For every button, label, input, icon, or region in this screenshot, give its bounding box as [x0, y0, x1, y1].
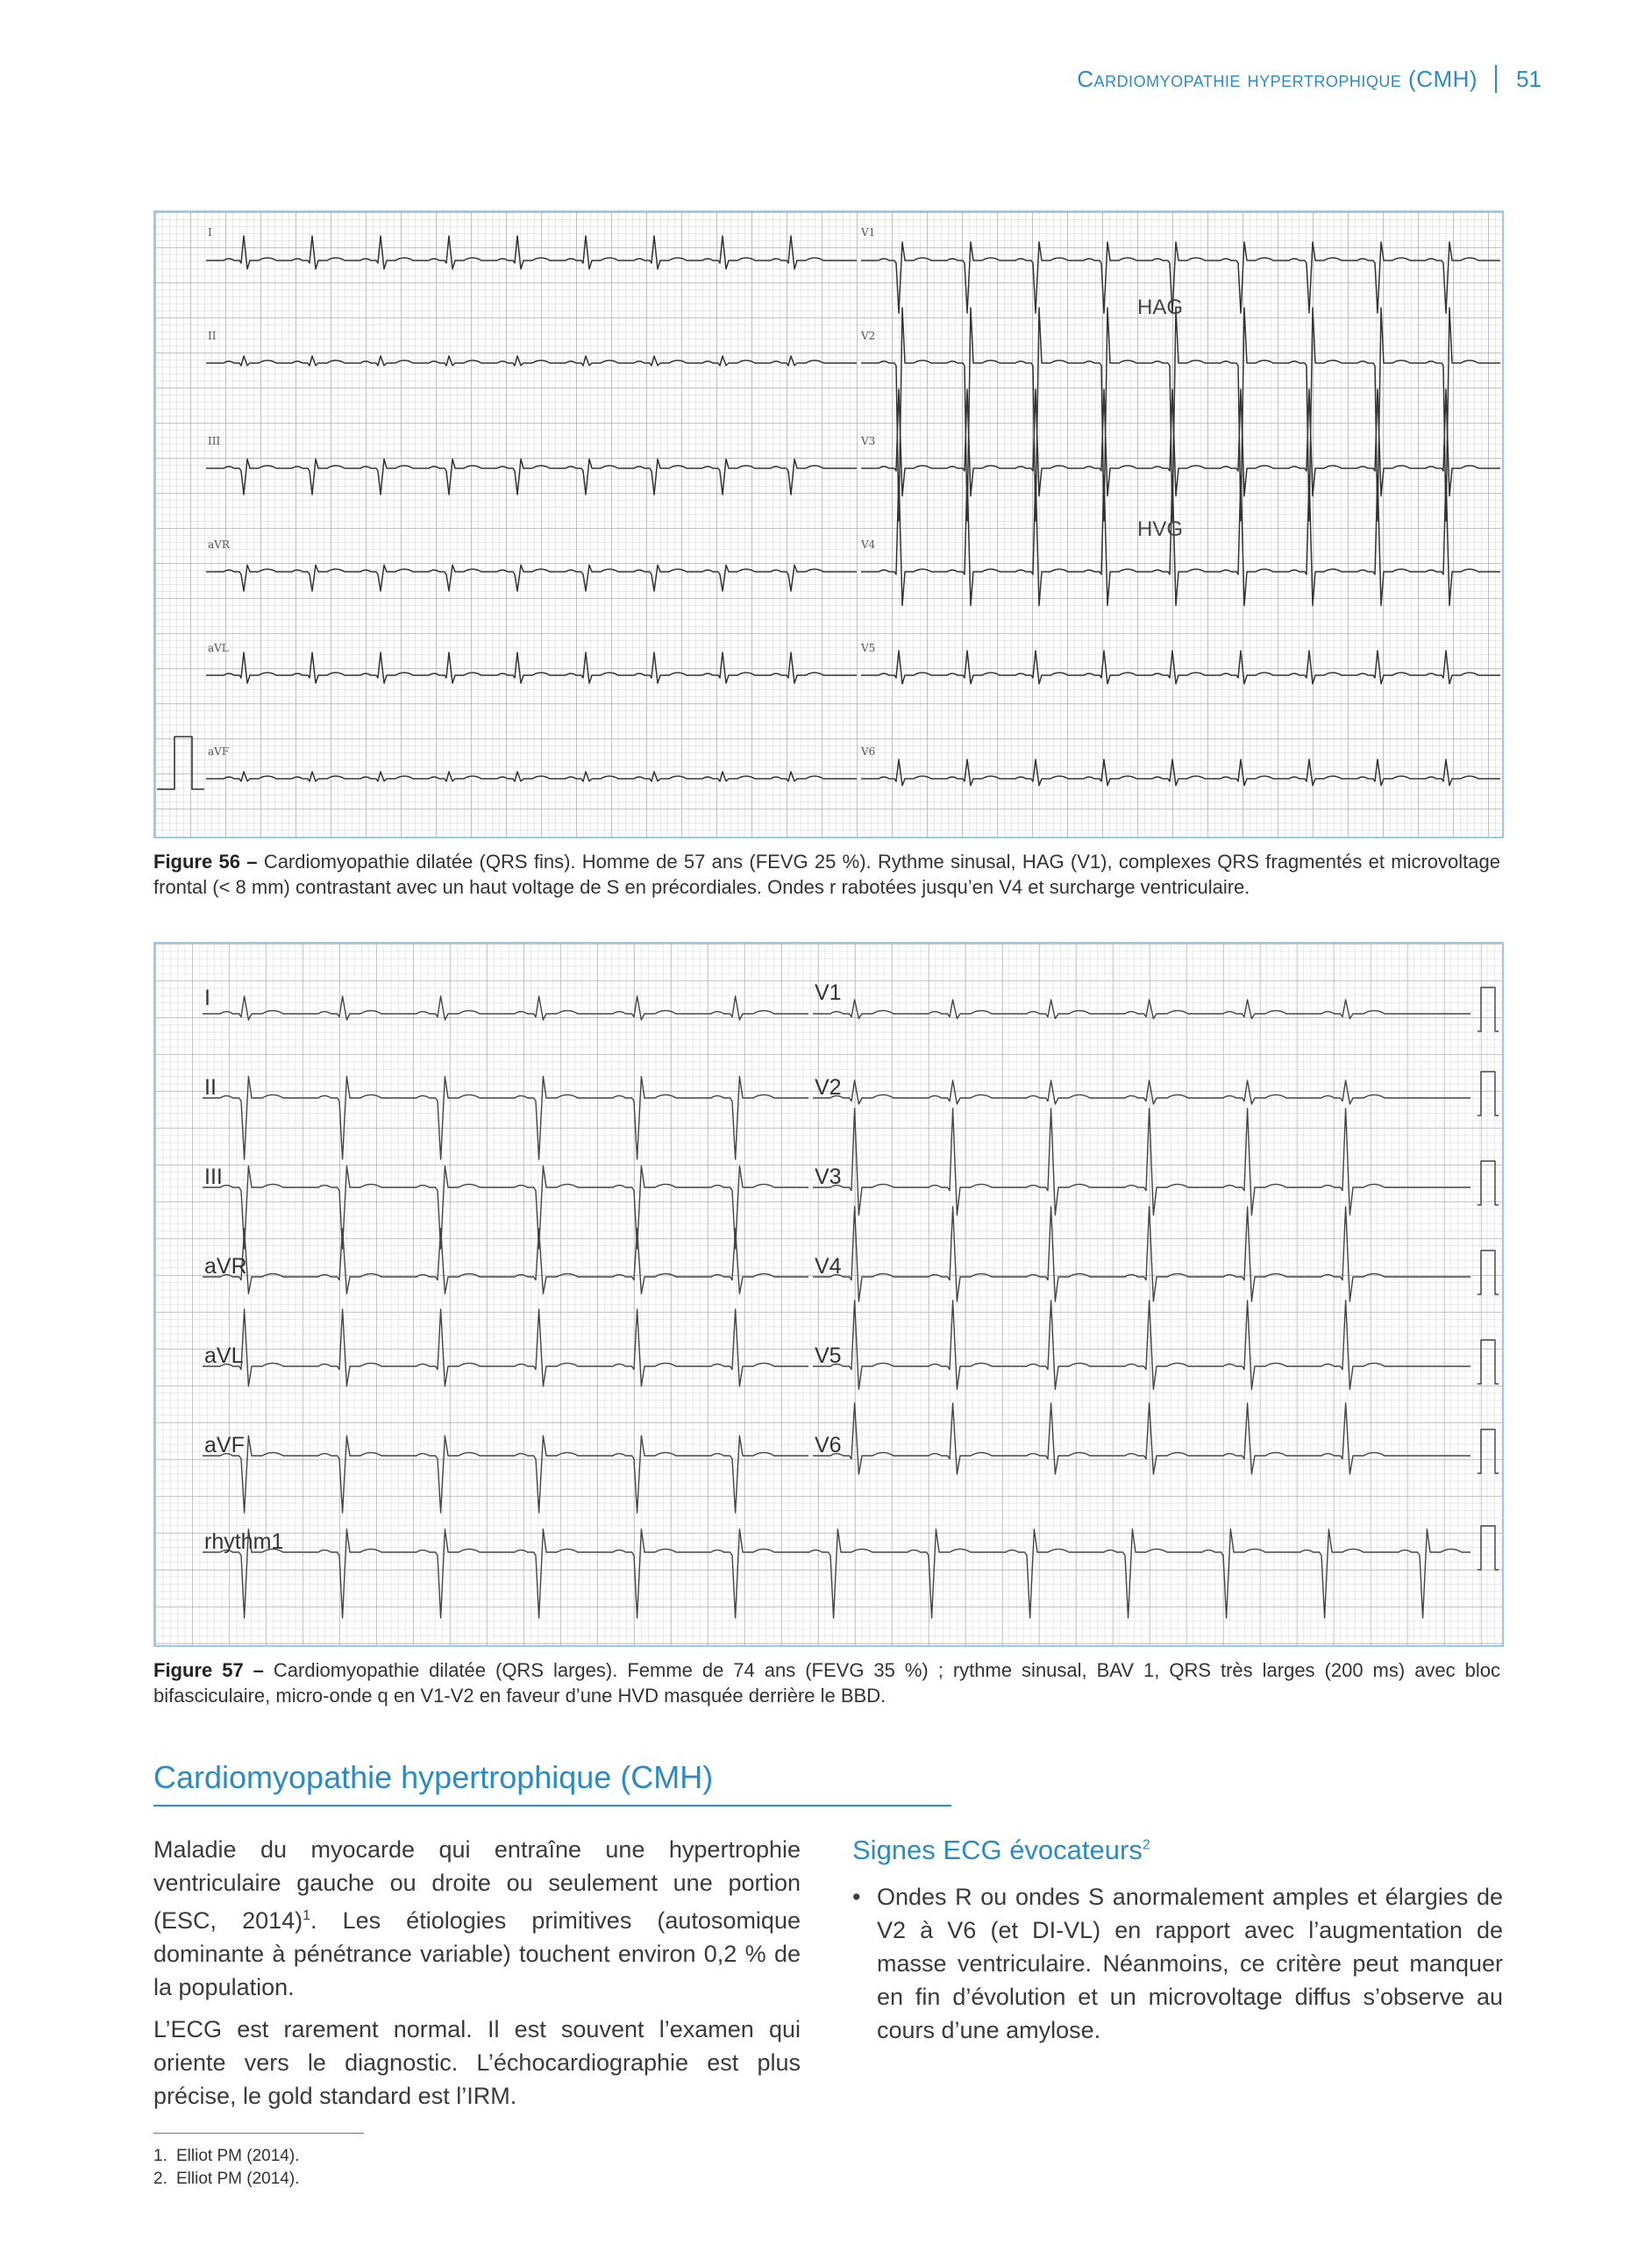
- lead-label-II: II: [204, 1075, 217, 1100]
- lead-label-aVF: aVF: [204, 1433, 245, 1457]
- bullet-text: Ondes R ou ondes S anormalement amples et élargies de V2 à V6 (et DI-VL) en rapport avec l’augmentation de masse ventriculaire. Néanmoins, ce critère peut manquer en fin d’évolution et un microvoltage diffus s’observe au cours d’une amylose.: [877, 1884, 1503, 2043]
- bullet-marker: •: [852, 1884, 861, 1910]
- lead-label-I: I: [204, 986, 210, 1010]
- footnote-text: Elliot PM (2014).: [176, 2170, 300, 2188]
- calibration-pulse: [1478, 1072, 1499, 1115]
- page-number: 51: [1516, 65, 1542, 92]
- lead-label-II: II: [208, 330, 217, 342]
- lead-label-I: I: [208, 226, 212, 239]
- ecg-trace-limb: [206, 460, 857, 495]
- lead-label-aVL: aVL: [204, 1343, 244, 1368]
- paragraph-1: [153, 1833, 801, 2004]
- ecg-trace-precordial: [813, 1080, 1470, 1104]
- ecg-trace-precordial: [813, 1207, 1470, 1301]
- figure-56-caption: [153, 849, 1500, 900]
- paragraph-1-text: Maladie du myocarde qui entraîne une hypertrophie ventriculaire gauche ou droite ou seulement une portion (ESC, 2014): [153, 1836, 801, 1934]
- paragraph-1-end: . Les étiologies primitives (autosomique dominante à pénétrance variable) touchent environ 0,2 % de la population.: [153, 1907, 801, 2000]
- lead-label-aVR: aVR: [204, 1254, 247, 1279]
- section-title: Cardiomyopathie hypertrophique (CMH): [153, 1759, 714, 1795]
- lead-label-III: III: [204, 1165, 223, 1189]
- footnote-2: [153, 2168, 299, 2191]
- bullet-item: [852, 1880, 1503, 2047]
- ecg-trace-limb: [206, 356, 857, 366]
- running-title: Cardiomyopathie hypertrophique (CMH): [1077, 65, 1478, 92]
- calibration-pulse: [1478, 1526, 1499, 1570]
- figure-57-ecg: [153, 942, 1504, 1647]
- ecg-trace-limb: [203, 1229, 808, 1294]
- subsection-title-text: Signes ECG évocateurs: [852, 1835, 1143, 1865]
- ecg-trace-limb: [206, 652, 857, 683]
- ecg-trace-limb: [203, 1077, 808, 1160]
- annotation-hvg: HVG: [1137, 517, 1184, 541]
- ecg-trace-precordial: [861, 651, 1500, 684]
- ecg-trace-precordial: [813, 1301, 1470, 1389]
- footnote-1: [153, 2145, 299, 2168]
- footnote-text: Elliot PM (2014).: [176, 2147, 300, 2165]
- calibration-pulse: [157, 737, 204, 789]
- footnote-ref-2: 2: [1142, 1837, 1150, 1853]
- lead-label-V5: V5: [815, 1343, 842, 1368]
- lead-label-V2: V2: [861, 330, 876, 342]
- ecg-trace-rhythm: [203, 1529, 1470, 1618]
- lead-label-V4: V4: [861, 538, 876, 551]
- right-column: [852, 1880, 1503, 2047]
- left-column: [153, 1833, 801, 2121]
- lead-label-III: III: [208, 435, 221, 447]
- lead-label-V5: V5: [861, 642, 876, 654]
- footnote-number: 1.: [153, 2147, 167, 2165]
- section-title-rule: [153, 1805, 951, 1807]
- footnote-rule: [153, 2133, 364, 2134]
- calibration-pulse: [1478, 987, 1499, 1031]
- calibration-pulse: [1478, 1251, 1499, 1294]
- lead-label-V3: V3: [861, 435, 876, 447]
- lead-label-V6: V6: [815, 1433, 842, 1457]
- figure-56-ecg: [153, 210, 1504, 838]
- ecg-trace-limb: [203, 1436, 808, 1513]
- calibration-pulse: [1478, 1161, 1499, 1205]
- ecg-trace-limb: [203, 1166, 808, 1250]
- lead-label-aVR: aVR: [208, 538, 230, 551]
- figure-57-caption-text: Cardiomyopathie dilatée (QRS larges). Femme de 74 ans (FEVG 35 %) ; rythme sinusal, BAV 1, QRS très larges (200 ms) avec bloc bifasciculaire, micro-onde q en V1-V2 en faveur d’une HVD masquée derrière le BBD.: [153, 1659, 1501, 1707]
- ecg-trace-precordial: [813, 1000, 1470, 1019]
- lead-label-V2: V2: [815, 1075, 842, 1100]
- calibration-pulse: [1478, 1429, 1499, 1473]
- ecg-trace-limb: [206, 772, 857, 781]
- ecg-trace-precordial: [813, 1108, 1470, 1215]
- ecg-traces-56: [155, 212, 1502, 837]
- ecg-trace-limb: [203, 996, 808, 1020]
- calibration-pulse: [1478, 1340, 1499, 1384]
- footnote-number: 2.: [153, 2170, 167, 2188]
- ecg-trace-precordial: [861, 389, 1500, 496]
- figure-56-label: Figure 56 –: [153, 851, 258, 873]
- ecg-trace-limb: [203, 1309, 808, 1386]
- running-header: [1077, 61, 1542, 96]
- figure-57-label: Figure 57 –: [153, 1659, 264, 1681]
- subsection-title: [852, 1835, 1150, 1866]
- footnotes: [153, 2145, 299, 2191]
- header-separator: [1495, 65, 1497, 93]
- ecg-trace-precordial: [861, 308, 1500, 521]
- footnote-ref-1: 1: [303, 1908, 311, 1923]
- lead-label-rhythm1: rhythm1: [204, 1529, 284, 1554]
- lead-label-V4: V4: [815, 1254, 842, 1279]
- ecg-trace-limb: [206, 236, 857, 269]
- paragraph-2: L’ECG est rarement normal. Il est souvent l’examen qui oriente vers le diagnostic. L’échocardiographie est plus précise, le gold standard est l’IRM.: [153, 2016, 801, 2109]
- lead-label-V3: V3: [815, 1165, 842, 1189]
- lead-label-V1: V1: [815, 980, 842, 1005]
- lead-label-aVL: aVL: [208, 642, 229, 654]
- figure-57-caption: [153, 1657, 1500, 1708]
- figure-56-caption-text: Cardiomyopathie dilatée (QRS fins). Homme de 57 ans (FEVG 25 %). Rythme sinusal, HAG (V1), complexes QRS fragmentés et microvoltage frontal (< 8 mm) contrastant avec un haut voltage de S en précordiales. Ondes r rabotées jusqu’en V4 et surcharge ventriculaire.: [153, 851, 1500, 898]
- ecg-trace-limb: [206, 565, 857, 591]
- annotation-hag: HAG: [1137, 296, 1184, 319]
- ecg-traces-57: [155, 944, 1502, 1645]
- lead-label-aVF: aVF: [208, 745, 230, 758]
- ecg-trace-precordial: [813, 1403, 1470, 1474]
- lead-label-V1: V1: [861, 226, 876, 239]
- lead-label-V6: V6: [861, 745, 876, 758]
- ecg-trace-precordial: [861, 759, 1500, 786]
